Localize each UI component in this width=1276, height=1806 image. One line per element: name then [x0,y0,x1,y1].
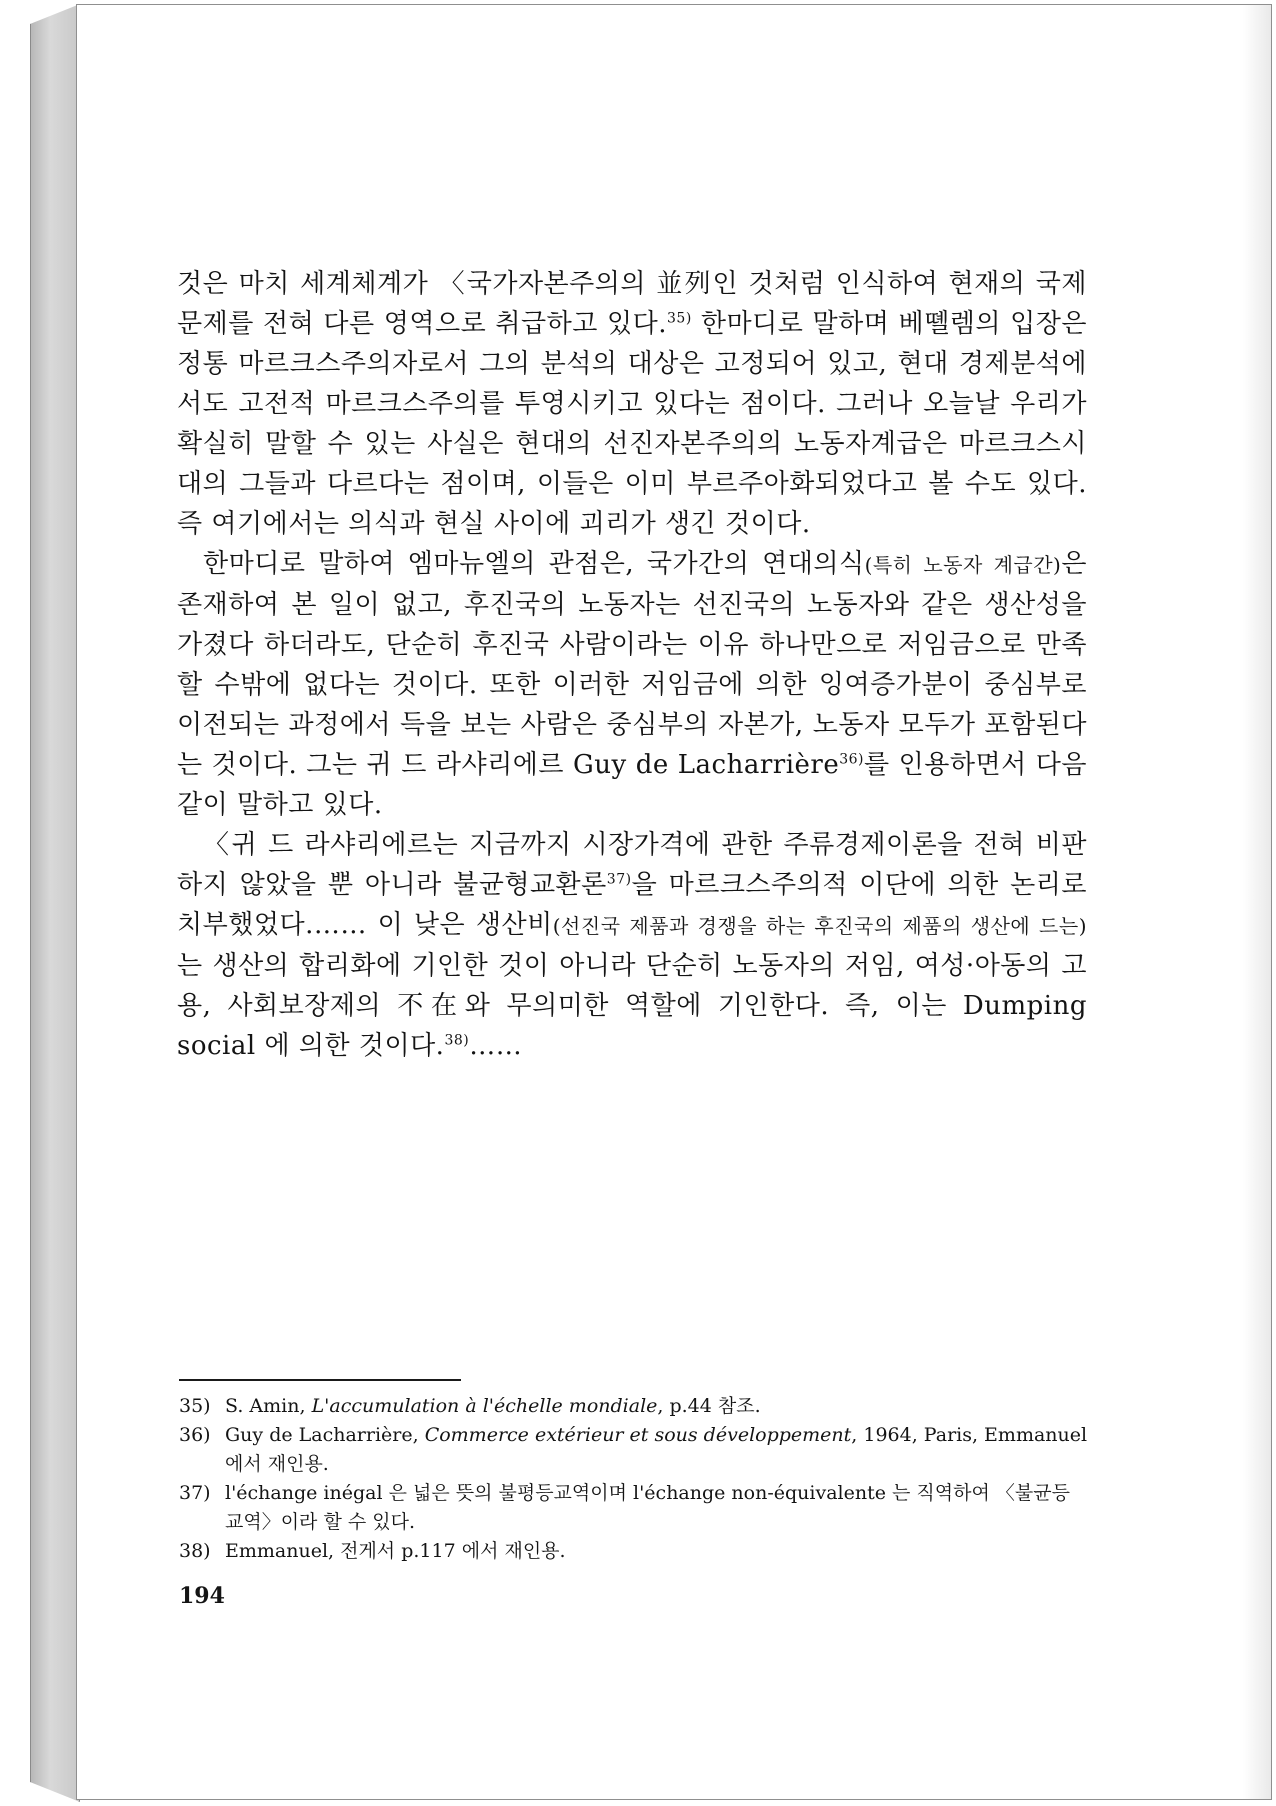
footnote-ref-37[interactable]: 37) [606,871,632,888]
footnotes [179,1392,1089,1566]
footnote-divider [179,1379,461,1381]
footnote-ref-35[interactable]: 35) [667,310,692,327]
footnote-35: 35) S. Amin, L'accumulation à l'échelle mondiale, p.44 참조. [179,1395,761,1417]
footnote-37: 37) l'échange inégal 은 넓은 뜻의 불평등교역이며 l'échange non-équivalente 는 직역하여 〈불균등 교역〉이라 할 수 있다. [179,1482,1070,1533]
paragraph-3-quote: 〈귀 드 라샤리에르는 지금까지 시장가격에 관한 주류경제이론을 전혀 비판하지 않았을 뿐 아니라 불균형교환론$^{37)}$을 마르크스주의적 이단에 의한 논리로 치부했었다.…… 이 낮은 생산비(선진국 제품과 경쟁을 하는 후진국의 제품의 생산에 드는)는 생산의 합리화에 기인한 것이 아니라 단순히 노동자의 저임, 여성·아동의 고용, 사회보장제의 不在와 무의미한 역할에 기인한다. 즉, 이는 Dumping social 에 의한 것이다.$^{38)}$…… [177,830,1087,1061]
body-text [177,264,1087,1066]
book-spine [30,4,80,1802]
page-number: 194 [179,1583,225,1609]
paragraph-2: 한마디로 말하여 엠마뉴엘의 관점은, 국가간의 연대의식(특히 노동자 계급간)은 존재하여 본 일이 없고, 후진국의 노동자는 선진국의 노동자와 같은 생산성을 가졌다 하더라도, 단순히 후진국 사람이라는 이유 하나만으로 저임금으로 만족할 수밖에 없다는 것이다. 또한 이러한 저임금에 의한 잉여증가분이 중심부로 이전되는 과정에서 득을 보는 사람은 중심부의 자본가, 노동자 모두가 포함된다는 것이다. 그는 귀 드 라샤리에르 Guy de Lacharrière$^{36)}$를 인용하면서 다음같이 말하고 있다. [177,549,1087,820]
footnote-ref-36[interactable]: 36) [839,751,864,768]
page-edge-shading [1243,5,1271,1799]
paragraph-1: 것은 마치 세계체계가 〈국가자본주의의 並列인 것처럼 인식하여 현재의 국제문제를 전혀 다른 영역으로 취급하고 있다.$^{35)}$ 한마디로 말하며 베뗼렘의 입장은 정통 마르크스주의자로서 그의 분석의 대상은 고정되어 있고, 현대 경제분석에서도 고전적 마르크스주의를 투영시키고 있다는 점이다. 그러나 오늘날 우리가 확실히 말할 수 있는 사실은 현대의 선진자본주의의 노동자계급은 마르크스시대의 그들과 다르다는 점이며, 이들은 이미 부르주아화되었다고 볼 수도 있다. 즉 여기에서는 의식과 현실 사이에 괴리가 생긴 것이다. [177,269,1088,539]
footnote-38: 38) Emmanuel, 전게서 p.117 에서 재인용. [179,1540,566,1562]
footnote-36: 36) Guy de Lacharrière, Commerce extérieur et sous développement, 1964, Paris, Emmanuel 에서 재인용. [179,1424,1088,1475]
footnote-ref-38[interactable]: 38) [444,1032,470,1049]
